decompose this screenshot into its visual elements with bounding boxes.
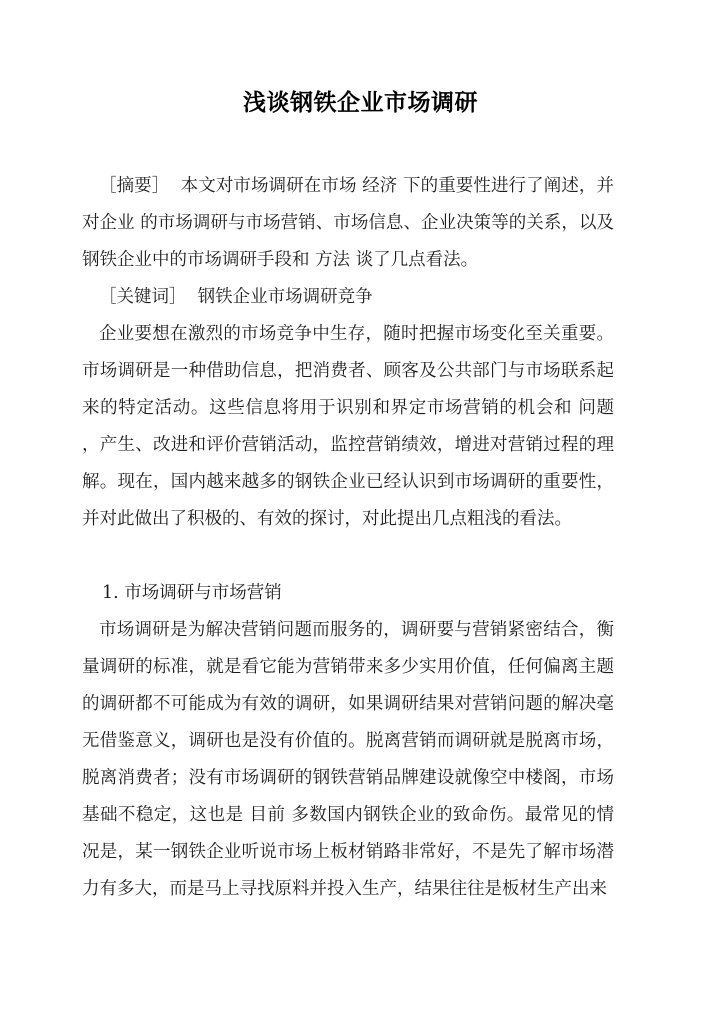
intro-paragraph: 企业要想在激烈的市场竞争中生存，随时把握市场变化至关重要。市场调研是一种借助信息，把消费者、顾客及公共部门与市场联系起来的特定活动。这些信息将用于识别和界定市场营销的机会和 问题 ，产生、改进和评价营销活动，监控营销绩效，增进对营销过程的理解。现在，国内越来越多的钢铁企业已经认识到市场调研的重要性，并对此做出了积极的、有效的探讨，对此提出几点粗浅的看法。 xyxy=(82,324,620,529)
intro-block xyxy=(82,316,620,538)
keywords-block xyxy=(82,279,614,316)
section-1-heading: 1. 市场调研与市场营销 xyxy=(102,583,282,603)
section-1-heading-block xyxy=(82,575,614,612)
section-1-body-block xyxy=(82,612,614,908)
abstract-paragraph xyxy=(82,168,614,279)
section-1-paragraph: 市场调研是为解决营销问题而服务的，调研要与营销紧密结合，衡量调研的标准，就是看它能为营销带来多少实用价值，任何偏离主题的调研都不可能成为有效的调研，如果调研结果对营销问题的解决毫无借鉴意义，调研也是没有价值的。脱离营销而调研就是脱离市场，脱离消费者；没有市场调研的钢铁营销品牌建设就像空中楼阁，市场基础不稳定，这也是 目前 多数国内钢铁企业的致命伤。最常见的情况是，某一钢铁企业听说市场上板材销路非常好，不是先了解市场潜力有多大，而是马上寻找原料并投入生产，结果往往是板材生产出来 xyxy=(82,620,614,899)
keywords-label: ［关键词］ xyxy=(99,287,187,307)
abstract-block xyxy=(82,168,614,279)
abstract-label: ［摘要］ xyxy=(99,176,170,196)
keywords-paragraph xyxy=(82,279,614,316)
keywords-text: 钢铁企业市场调研竞争 xyxy=(186,287,373,307)
abstract-text: 本文对市场调研在市场 经济 下的重要性进行了阐述，并对企业 的市场调研与市场营销、市场信息、企业决策等的关系，以及钢铁企业中的市场调研手段和 方法 谈了几点看法。 xyxy=(82,176,615,270)
page-title: 浅谈钢铁企业市场调研 xyxy=(243,89,478,116)
